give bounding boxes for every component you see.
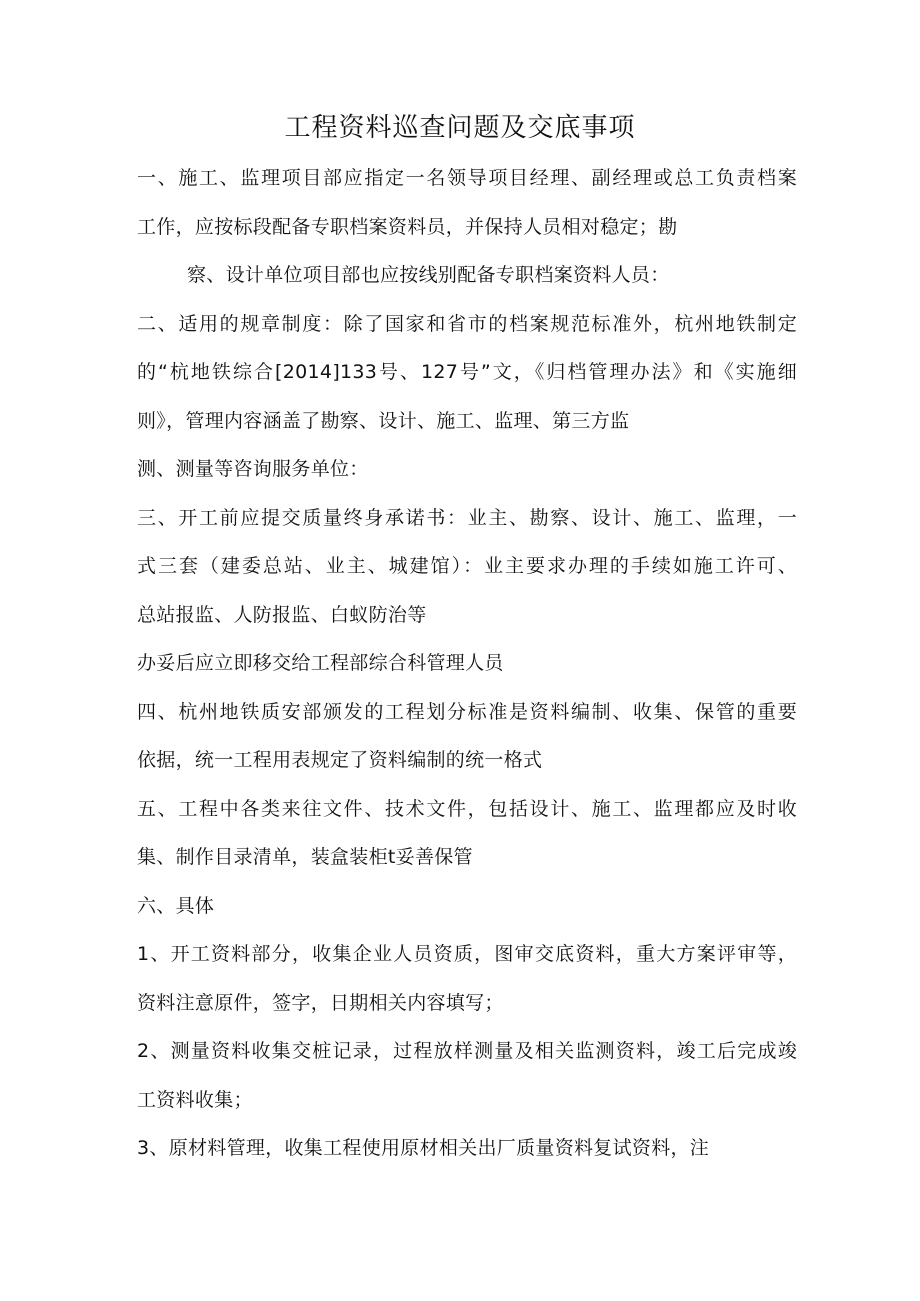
text-line: 3、原材料管理，收集工程使用原材相关出厂质量资料复试资料，注	[137, 1137, 710, 1159]
text-line: 工资料收集；	[137, 1088, 253, 1111]
document-title: 工程资料巡查问题及交底事项	[284, 113, 636, 143]
text-line: 一、施工、监理项目部应指定一名领导项目经理、副经理或总工负责档案	[137, 167, 797, 189]
document-body	[137, 158, 797, 1177]
text-line: 五、工程中各类来往文件、技术文件，包括设计、施工、监理都应及时收	[137, 797, 797, 820]
text-line: 的“杭地铁综合[2014]133号、127号”文，《归档管理办法》和《实施细	[137, 361, 797, 383]
text-line: 工作，应按标段配备专职档案资料员，并保持人员相对稳定；勘	[137, 215, 678, 238]
text-line: 办妥后应立即移交给工程部综合科管理人员	[137, 652, 504, 674]
text-line: 四、杭州地铁质安部颁发的工程划分标准是资料编制、收集、保管的重要	[137, 700, 797, 723]
text-line: 测、测量等咨询服务单位：	[137, 458, 369, 480]
text-line: 总站报监、人防报监、白蚁防治等	[137, 603, 427, 626]
text-line: 三、开工前应提交质量终身承诺书：业主、勘察、设计、施工、监理，一	[137, 506, 797, 529]
text-line: 式三套（建委总站、业主、城建馆）：业主要求办理的手续如施工许可、	[137, 555, 797, 577]
text-line: 资料注意原件，签字，日期相关内容填写；	[137, 991, 504, 1014]
text-line: 二、适用的规章制度：除了国家和省市的档案规范标准外，杭州地铁制定	[137, 312, 797, 335]
text-line: 则》，管理内容涵盖了勘察、设计、施工、监理、第三方监	[137, 409, 630, 432]
text-line: 2、测量资料收集交桩记录，过程放样测量及相关监测资料，竣工后完成竣	[137, 1040, 797, 1062]
text-line: 察、设计单位项目部也应按线别配备专职档案资料人员：	[187, 264, 670, 286]
text-line: 集、制作目录清单，装盒装柜t妥善保管	[137, 846, 473, 868]
text-line: 1、开工资料部分，收集企业人员资质，图审交底资料，重大方案评审等，	[137, 943, 797, 965]
text-line: 六、具体	[137, 894, 215, 917]
text-line: 依据，统一工程用表规定了资料编制的统一格式	[137, 749, 543, 771]
